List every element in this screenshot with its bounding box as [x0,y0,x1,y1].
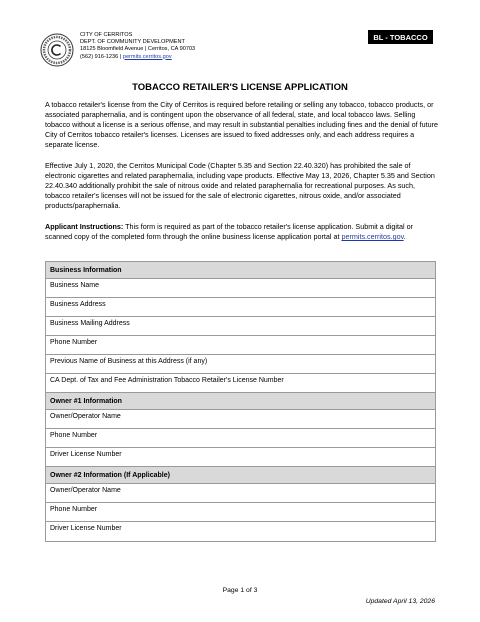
department-name: DEPT. OF COMMUNITY DEVELOPMENT [80,39,185,46]
updated-date: Updated April 13, 2026 [365,598,435,605]
instructions-text: This form is required as part of the tobacco retailer's license application. Submit a digital or scanned copy of the completed form through the online business license application portal at [45,222,413,241]
portal-link[interactable]: permits.cerritos.gov [341,232,404,241]
owner2-section-heading: Owner #2 Information (If Applicable) [46,467,435,484]
owner1-license-field[interactable]: Driver License Number [46,448,435,467]
instructions-label: Applicant Instructions: [45,222,124,231]
owner2-name-field[interactable]: Owner/Operator Name [46,484,435,503]
business-phone-field[interactable]: Phone Number [46,336,435,355]
phone-number: (562) 916-1236 | [80,53,122,60]
instructions-paragraph [45,222,440,242]
city-name: CITY OF CERRITOS [80,32,133,38]
business-mailing-address-field[interactable]: Business Mailing Address [46,317,435,336]
intro-paragraph: A tobacco retailer's license from the City of Cerritos is required before retailing or selling any tobacco, tobacco products, or associated paraphernalia, and is contingent upon the observance of all federal, state, and local tobacco laws. Selling tobacco without a license is a serious offense, and may result in substantial penalties including fines and the denial of future City of Cerritos tobacco retailer's licenses. Licenses are issued to fixed addresses only, and each address requires a separate license. [45,100,439,149]
owner2-phone-field[interactable]: Phone Number [46,503,435,522]
website-link[interactable]: permits.cerritos.gov [122,53,172,60]
owner1-name-field[interactable]: Owner/Operator Name [46,410,435,429]
business-name-field[interactable]: Business Name [46,279,435,298]
previous-business-name-field[interactable]: Previous Name of Business at this Address (if any) [46,355,435,374]
page-number: Page 1 of 3 [222,587,258,594]
application-form [45,261,436,542]
city-seal-icon [40,33,74,67]
tobacco-license-number-field[interactable]: CA Dept. of Tax and Fee Administration Tobacco Retailer's License Number [46,374,435,393]
city-header [80,32,195,61]
contact-line [80,54,195,61]
business-section-heading: Business Information [46,262,435,279]
business-address-field[interactable]: Business Address [46,298,435,317]
form-code-badge: BL - TOBACCO [368,30,433,44]
city-address: 18125 Bloomfield Avenue | Cerritos, CA 90703 [80,46,196,53]
prohibition-paragraph: Effective July 1, 2020, the Cerritos Municipal Code (Chapter 5.35 and Section 22.40.320) has prohibited the sale of electronic cigarettes and related paraphernalia, including vape products. Effective May 13, 2026, Chapter 5.35 and Section 22.40.340 additionally prohibit the sale of nitrous oxide and related paraphernalia for recreational purposes. As such, tobacco retailer's licenses will not be issued for the sale of electronic cigarettes, nitrous oxide, and/or associated products/paraphernalia. [45,161,435,210]
page-title: TOBACCO RETAILER'S LICENSE APPLICATION [132,82,348,93]
instructions-end: . [403,232,406,241]
owner1-phone-field[interactable]: Phone Number [46,429,435,448]
owner1-section-heading: Owner #1 Information [46,393,435,410]
owner2-license-field[interactable]: Driver License Number [50,525,122,532]
